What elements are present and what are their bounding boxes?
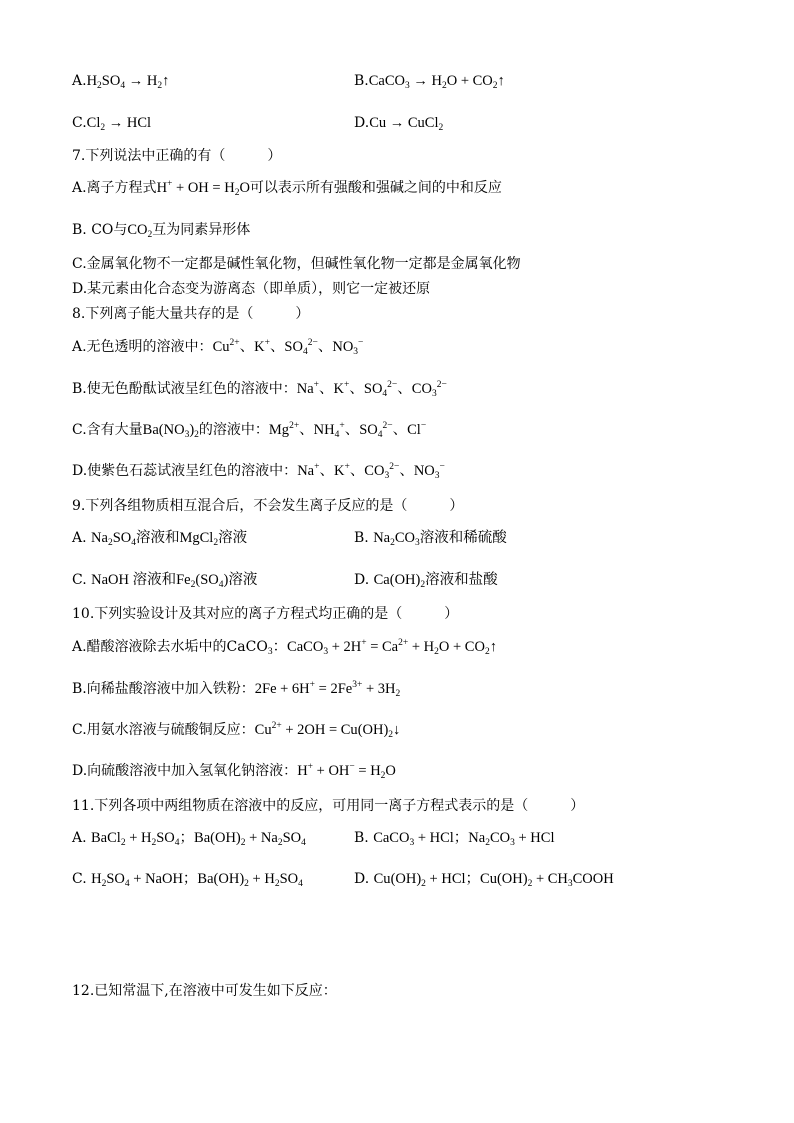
- formula: $H^+ + OH^- = H_2O$: [297, 762, 396, 781]
- formula: $_3$：CaCO$_3$ + $2H^+ = Ca^{2+} + H_2O$ + $CO_2↑$: [267, 638, 497, 657]
- q7-option-d: D.某元素由化合态变为游离态（即单质），则它一定被还原: [72, 281, 431, 297]
- q11-option-b: B. CaCO$_3$ + HCl；$Na_2CO_3$ + HCl: [354, 830, 555, 848]
- formula: $Na_2CO_3$溶液和稀硫酸: [373, 530, 507, 548]
- q11-option-a: A. BaCl$_2$ + $H_2SO_4$；$Ba(OH)_2 + Na_2SO_4$: [72, 830, 306, 848]
- q11-option-d: D. $Cu(OH)_2$ + HCl；$Cu(OH)_2$ + $CH_3COOH$: [354, 871, 614, 889]
- q6-option-c: [72, 113, 151, 133]
- formula: $Cu^{2+}$、K+、$SO_4^{2-}$、$NO_3^-$: [212, 338, 364, 357]
- q10-option-a: A.醋酸溶液除去水垢中的CaCO$_3$：CaCO$_3$ + $2H^+ = Ca^{2+} + H_2O$ + $CO_2↑$: [72, 638, 497, 657]
- option-label: A.: [72, 73, 87, 89]
- formula: $Mg^{2+}$、$NH_4^+$、$SO_4^{2-}$、Cl−: [268, 421, 427, 440]
- q10-option-c: C.用氨水溶液与硫酸铜反应：$Cu^{2+} + 2OH$ = $Cu(OH)_2↓$: [72, 721, 401, 740]
- q6-option-d: [354, 113, 443, 133]
- q9-option-a: A. $Na_2SO_4$溶液和MgCl$_2$溶液: [72, 530, 248, 548]
- formula: Na+、K+、$CO_3^{2-}$、$NO_3^-$: [297, 462, 445, 481]
- option-label: D.: [354, 115, 370, 131]
- formula: BaCl$_2$ + $H_2SO_4$；$Ba(OH)_2 + Na_2SO_4$: [91, 830, 306, 848]
- formula: $Cu(OH)_2$ + HCl；$Cu(OH)_2$ + $CH_3COOH$: [373, 871, 614, 889]
- formula: CaCO$_3$ → $H_2O$ + $CO_2↑$: [368, 73, 505, 91]
- formula: Na+、K+、$SO_4^{2-}$、$CO_3^{2-}$: [296, 380, 447, 399]
- q8-option-d: D.使紫色石蕊试液呈红色的溶液中：Na+、K+、$CO_3^{2-}$、$NO_3^-$: [72, 462, 445, 481]
- formula: $H_2SO_4$ → $H_2↑$: [86, 73, 170, 91]
- q12-stem: 12.已知常温下,在溶液中可发生如下反应：: [72, 983, 337, 999]
- q9-option-b: B. $Na_2CO_3$溶液和稀硫酸: [354, 530, 507, 548]
- q8-stem: 8.下列离子能大量共存的是（ ）: [72, 306, 310, 322]
- formula: $H_2SO_4$ + NaOH；$Ba(OH)_2 + H_2SO_4$: [91, 871, 303, 889]
- q9-option-c: C. NaOH 溶液和$Fe_2(SO_4)$溶液: [72, 572, 258, 590]
- q9-stem: 9.下列各组物质相互混合后，不会发生离子反应的是（ ）: [72, 498, 464, 514]
- q10-stem: 10.下列实验设计及其对应的离子方程式均正确的是（ ）: [72, 606, 459, 622]
- q11-option-c: C. $H_2SO_4$ + NaOH；$Ba(OH)_2 + H_2SO_4$: [72, 871, 303, 889]
- formula: NaOH 溶液和$Fe_2(SO_4)$溶液: [91, 572, 258, 590]
- formula: $2Fe + 6H^+ = 2Fe^{3+} + 3H_2$: [254, 680, 401, 699]
- formula: $Ba(NO_3)_2$: [142, 422, 199, 440]
- q8-option-a: A.无色透明的溶液中：$Cu^{2+}$、K+、$SO_4^{2-}$、$NO_3^-$: [72, 338, 364, 357]
- q6-option-b: [354, 71, 505, 91]
- formula: CaCO$_3$ + HCl；$Na_2CO_3$ + HCl: [373, 830, 555, 848]
- formula: $Cl_2$ → HCl: [86, 115, 152, 133]
- q6-option-a: [72, 71, 169, 91]
- q7-option-b: B. CO与$CO_2$互为同素异形体: [72, 222, 251, 240]
- q7-stem: 7.下列说法中正确的有（ ）: [72, 148, 282, 164]
- formula: $Na_2SO_4$溶液和MgCl$_2$溶液: [91, 530, 248, 548]
- q8-option-b: B.使无色酚酞试液呈红色的溶液中：Na+、K+、$SO_4^{2-}$、$CO_3^{2-}$: [72, 380, 447, 399]
- q7-option-c: C.金属氧化物不一定都是碱性氧化物，但碱性氧化物一定都是金属氧化物: [72, 256, 521, 272]
- q11-stem: 11.下列各项中两组物质在溶液中的反应，可用同一离子方程式表示的是（ ）: [72, 798, 585, 814]
- q10-option-d: D.向硫酸溶液中加入氢氧化钠溶液：$H^+ + OH^- = H_2O$: [72, 762, 396, 781]
- formula: $Ca(OH)_2$溶液和盐酸: [373, 572, 498, 590]
- q8-option-c: C.含有大量$Ba(NO_3)_2$的溶液中：$Mg^{2+}$、$NH_4^+$、$SO_4^{2-}$、Cl−: [72, 421, 427, 440]
- option-label: B.: [354, 73, 369, 89]
- formula: Cu → CuCl$_2$: [369, 115, 444, 133]
- q7-option-a: A.离子方程式H+ + OH = $H_2O$可以表示所有强酸和强碱之间的中和反应: [72, 179, 502, 198]
- q9-option-d: D. $Ca(OH)_2$溶液和盐酸: [354, 572, 498, 590]
- formula: H+ + OH = $H_2O$: [156, 179, 250, 198]
- option-label: C.: [72, 115, 87, 131]
- q10-option-b: B.向稀盐酸溶液中加入铁粉：$2Fe + 6H^+ = 2Fe^{3+} + 3H_2$: [72, 680, 401, 699]
- formula: $Cu^{2+} + 2OH$ = $Cu(OH)_2↓$: [254, 721, 401, 740]
- formula: $CO_2$: [127, 222, 153, 240]
